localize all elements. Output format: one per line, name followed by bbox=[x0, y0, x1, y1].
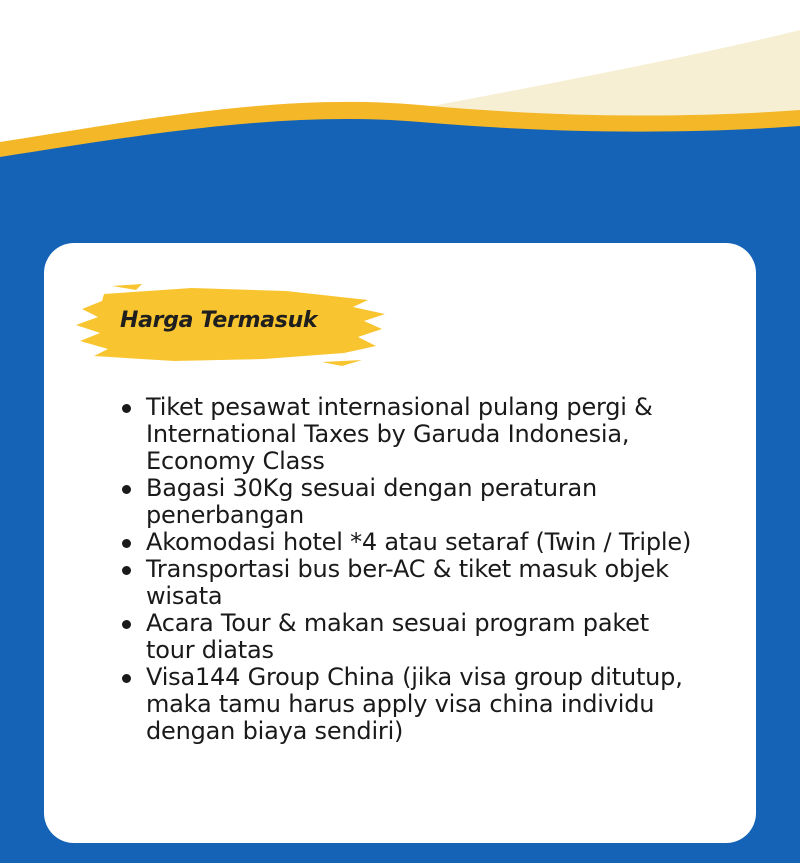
list-item bbox=[118, 475, 698, 529]
included-items-list bbox=[118, 394, 698, 745]
list-item-text: Transportasi bus ber-AC & tiket masuk objek wisata bbox=[146, 555, 669, 610]
heading-harga-termasuk: Harga Termasuk bbox=[120, 308, 318, 333]
bullet-dot-icon bbox=[122, 404, 131, 413]
bullet-dot-icon bbox=[122, 485, 131, 494]
list-item-text: Bagasi 30Kg sesuai dengan peraturan penerbangan bbox=[146, 474, 598, 529]
list-item bbox=[118, 664, 698, 745]
bullet-dot-icon bbox=[122, 674, 131, 683]
list-item bbox=[118, 556, 698, 610]
list-item-text: Visa144 Group China (jika visa group ditutup, maka tamu harus apply visa china individu dengan biaya sendiri) bbox=[146, 663, 683, 745]
bullet-dot-icon bbox=[122, 566, 131, 575]
list-item bbox=[118, 394, 698, 475]
list-item bbox=[118, 610, 698, 664]
list-item-text: Tiket pesawat internasional pulang pergi & International Taxes by Garuda Indonesia, Economy Class bbox=[146, 393, 653, 475]
list-item bbox=[118, 529, 698, 556]
bullet-dot-icon bbox=[122, 620, 131, 629]
bullet-dot-icon bbox=[122, 539, 131, 548]
list-item-text: Acara Tour & makan sesuai program paket tour diatas bbox=[146, 609, 649, 664]
list-item-text: Akomodasi hotel *4 atau setaraf (Twin / Triple) bbox=[146, 528, 692, 556]
